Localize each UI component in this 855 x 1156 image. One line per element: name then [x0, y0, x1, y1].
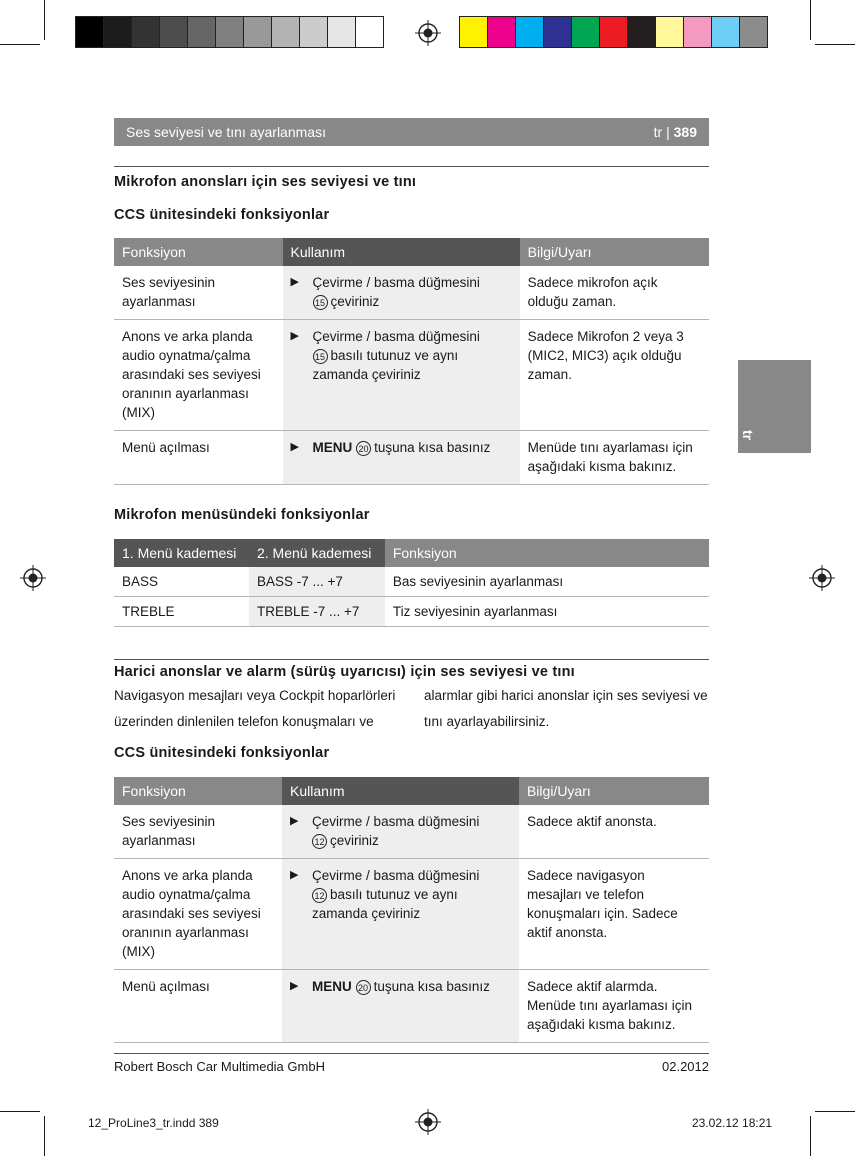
color-swatch — [627, 16, 656, 48]
table-header-row — [114, 539, 709, 567]
section-title: Harici anonslar ve alarm (sürüş uyarıcısı) için ses seviyesi ve tını — [114, 664, 575, 680]
gray-swatch — [243, 16, 272, 48]
usage-cell — [283, 431, 520, 485]
triangle-arrow-icon: ▶ — [290, 276, 300, 288]
header-title: Ses seviyesi ve tını ayarlanması — [126, 124, 326, 140]
table-row — [114, 320, 709, 431]
gray-swatch — [131, 16, 160, 48]
table-header-row — [114, 238, 709, 266]
side-tab-label: tr — [740, 430, 756, 441]
table-row — [114, 597, 709, 627]
usage-prefix: Çevirme / basma düğmesini — [312, 329, 480, 344]
column-header: Fonksiyon — [114, 777, 282, 805]
menu-key-label: MENU — [312, 440, 353, 455]
column-header: Fonksiyon — [114, 238, 283, 266]
control-number-icon: 12 — [312, 888, 327, 903]
crop-mark — [0, 1111, 40, 1112]
color-swatch — [599, 16, 628, 48]
info-cell: Sadece aktif alarmda. Menüde tını ayarlaması için aşağıdaki kısma bakınız. — [519, 970, 709, 1043]
table-row — [114, 859, 709, 970]
registration-mark-icon — [809, 565, 835, 591]
function-cell: Anons ve arka planda audio oynatma/çalma arasındaki ses seviyesi oranının ayarlanması (MIX) — [114, 859, 282, 970]
control-number-icon: 12 — [312, 834, 327, 849]
function-cell: Anons ve arka planda audio oynatma/çalma arasındaki ses seviyesi oranının ayarlanması (MIX) — [114, 320, 283, 431]
color-swatch — [487, 16, 516, 48]
gray-swatch — [103, 16, 132, 48]
page-number — [654, 124, 697, 140]
function-cell: Menü açılması — [114, 970, 282, 1043]
crop-mark — [810, 1116, 811, 1156]
slug-timestamp: 23.02.12 18:21 — [692, 1116, 773, 1130]
gray-swatch — [299, 16, 328, 48]
usage-suffix: çeviriniz — [330, 833, 379, 848]
control-number-icon: 20 — [356, 980, 371, 995]
triangle-arrow-icon: ▶ — [290, 869, 299, 881]
section-subtitle: CCS ünitesindeki fonksiyonlar — [114, 745, 330, 761]
registration-mark-icon — [20, 565, 46, 591]
menu-key-label: MENU — [312, 979, 352, 994]
section-title: Mikrofon anonsları için ses seviyesi ve tını — [114, 174, 417, 190]
color-swatch — [459, 16, 488, 48]
menu-cell: TREBLE — [114, 597, 249, 627]
info-cell: Sadece Mikrofon 2 veya 3 (MIC2, MIC3) açık olduğu zaman. — [520, 320, 709, 431]
function-table-external — [114, 777, 709, 1043]
table-header-row — [114, 777, 709, 805]
column-header: Kullanım — [283, 238, 520, 266]
color-swatch — [655, 16, 684, 48]
crop-mark — [815, 1111, 855, 1112]
info-cell: Sadece aktif anonsta. — [519, 805, 709, 859]
registration-mark-icon — [415, 1109, 441, 1135]
table-row — [114, 805, 709, 859]
column-header: 2. Menü kademesi — [249, 539, 385, 567]
paragraph-left: Navigasyon mesajları veya Cockpit hoparlörleri üzerinden dinlenilen telefon konuşmaları ve — [114, 688, 396, 729]
color-swatch — [711, 16, 740, 48]
menu-cell: TREBLE -7 ... +7 — [249, 597, 385, 627]
usage-prefix: Çevirme / basma düğmesini — [312, 814, 480, 829]
gray-swatch — [215, 16, 244, 48]
table-row — [114, 567, 709, 597]
control-number-icon: 15 — [313, 349, 328, 364]
usage-suffix: tuşuna kısa basınız — [374, 440, 491, 455]
column-header: Bilgi/Uyarı — [519, 777, 709, 805]
function-cell: Menü açılması — [114, 431, 283, 485]
usage-suffix: çeviriniz — [330, 294, 380, 309]
function-cell: Ses seviyesinin ayarlanması — [114, 805, 282, 859]
usage-text — [312, 812, 502, 850]
info-cell: Menüde tını ayarlaması için aşağıdaki kısma bakınız. — [520, 431, 709, 485]
language-side-tab — [738, 360, 811, 453]
column-header: 1. Menü kademesi — [114, 539, 249, 567]
gray-color-bar — [75, 16, 383, 48]
function-table-mic — [114, 238, 709, 485]
table-row — [114, 431, 709, 485]
usage-text — [313, 438, 503, 457]
usage-suffix: tuşuna kısa basınız — [373, 979, 490, 994]
color-swatch — [515, 16, 544, 48]
menu-cell: Bas seviyesinin ayarlanması — [385, 567, 709, 597]
usage-cell — [282, 859, 519, 970]
footer-date: 02.2012 — [662, 1059, 709, 1074]
section-rule — [114, 659, 709, 660]
gray-swatch — [159, 16, 188, 48]
section-rule — [114, 166, 709, 167]
info-cell: Sadece mikrofon açık olduğu zaman. — [520, 266, 709, 320]
usage-text — [312, 866, 502, 923]
crop-mark — [44, 1116, 45, 1156]
page-footer — [114, 1059, 709, 1074]
usage-text — [312, 977, 502, 996]
usage-suffix: basılı tutunuz ve aynı zamanda çeviriniz — [312, 887, 458, 921]
usage-cell — [282, 805, 519, 859]
usage-prefix: Çevirme / basma düğmesini — [312, 275, 480, 290]
triangle-arrow-icon: ▶ — [290, 815, 299, 827]
footer-company: Robert Bosch Car Multimedia GmbH — [114, 1059, 325, 1074]
table-row — [114, 266, 709, 320]
crop-mark — [810, 0, 811, 40]
gray-swatch — [355, 16, 384, 48]
usage-cell — [283, 320, 520, 431]
usage-suffix: basılı tutunuz ve aynı zamanda çeviriniz — [312, 348, 459, 382]
color-swatch — [543, 16, 572, 48]
control-number-icon: 20 — [356, 441, 371, 456]
column-header: Fonksiyon — [385, 539, 709, 567]
page-header — [114, 118, 709, 146]
column-header: Kullanım — [282, 777, 519, 805]
color-swatch — [739, 16, 768, 48]
color-swatch — [683, 16, 712, 48]
section-title: Mikrofon menüsündeki fonksiyonlar — [114, 507, 370, 523]
function-cell: Ses seviyesinin ayarlanması — [114, 266, 283, 320]
paragraph-right: alarmlar gibi harici anonslar için ses seviyesi ve tını ayarlayabilirsiniz. — [424, 688, 708, 729]
usage-prefix: Çevirme / basma düğmesini — [312, 868, 480, 883]
usage-text — [313, 273, 503, 311]
color-swatch — [571, 16, 600, 48]
menu-cell: Tiz seviyesinin ayarlanması — [385, 597, 709, 627]
footer-rule — [114, 1053, 709, 1054]
table-row — [114, 970, 709, 1043]
usage-cell — [283, 266, 520, 320]
gray-swatch — [271, 16, 300, 48]
crop-mark — [0, 44, 40, 45]
usage-cell — [282, 970, 519, 1043]
menu-table — [114, 539, 709, 627]
page-number-value: 389 — [673, 124, 697, 140]
triangle-arrow-icon: ▶ — [290, 330, 300, 342]
crop-mark — [815, 44, 855, 45]
crop-mark — [44, 0, 45, 40]
slug-file: 12_ProLine3_tr.indd 389 — [88, 1116, 219, 1130]
page-prefix: tr | — [653, 124, 674, 140]
section-subtitle: CCS ünitesindeki fonksiyonlar — [114, 207, 330, 223]
triangle-arrow-icon: ▶ — [290, 980, 299, 992]
usage-text — [313, 327, 503, 384]
info-cell: Sadece navigasyon mesajları ve telefon konuşmaları için. Sadece aktif anonsta. — [519, 859, 709, 970]
triangle-arrow-icon: ▶ — [290, 441, 300, 453]
gray-swatch — [187, 16, 216, 48]
gray-swatch — [327, 16, 356, 48]
menu-cell: BASS -7 ... +7 — [249, 567, 385, 597]
control-number-icon: 15 — [313, 295, 328, 310]
gray-swatch — [75, 16, 104, 48]
registration-mark-icon — [415, 20, 441, 46]
menu-cell: BASS — [114, 567, 249, 597]
column-header: Bilgi/Uyarı — [520, 238, 709, 266]
process-color-bar — [459, 16, 767, 48]
